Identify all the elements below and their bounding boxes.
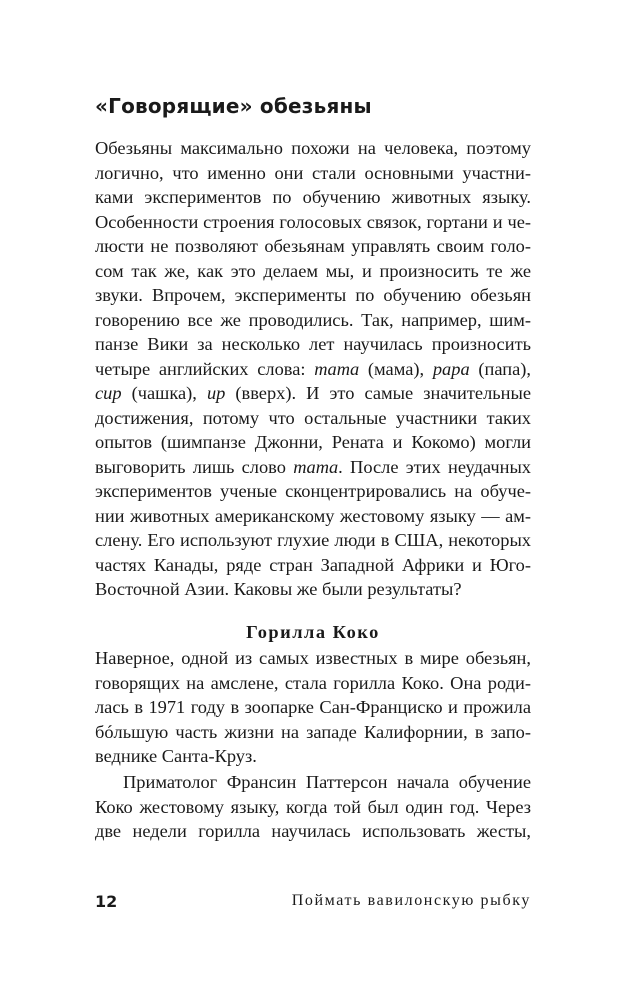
text-line: опытов (шимпанзе Джонни, Рената и Кокомо) могли xyxy=(95,432,531,452)
text-line: две недели горилла научилась использовать жесты, xyxy=(95,821,531,841)
text-line: частях Канады, ряде стран Западной Африки и Юго- xyxy=(95,554,531,575)
text-line: панзе Вики за несколько лет научилась произносить xyxy=(95,334,531,354)
text-line: Наверное, одной из самых известных в мире обезьян, xyxy=(95,648,531,668)
text-line: Коко жестовому языку, когда той был один год. Через xyxy=(95,796,531,817)
text-line: ками экспериментов по обучению животных языку. xyxy=(95,187,531,207)
text-line: экспериментов ученые сконцентрировались на обучe- xyxy=(95,481,531,501)
text-line: логично, что именно они стали основными участни- xyxy=(95,162,531,183)
text-line: говорящих на амслене, стала горилла Коко. Она роди- xyxy=(95,672,531,693)
text-line: Восточной Азии. Каковы же были результаты? xyxy=(95,579,462,599)
text-line: люсти не позволяют обезьянам управлять своим голо- xyxy=(95,236,531,256)
text-line: Обезьяны максимально похожи на человека, поэтому xyxy=(95,138,531,158)
text-line: достижения, потому что остальные участники таких xyxy=(95,407,531,428)
text-line: слену. Его используют глухие люди в США, некоторых xyxy=(95,530,531,550)
text-line: Особенности строения голосовых связок, гортани и че- xyxy=(95,211,531,232)
text-line: лась в 1971 году в зоопарке Сан-Франциско и прожила xyxy=(95,697,531,717)
running-footer-title: Поймать вавилонскую рыбку xyxy=(291,892,531,909)
text-line: бóльшую часть жизни на западе Калифорнии, в запо- xyxy=(95,721,531,742)
text-line: выговорить лишь слово mama. После этих неудачных xyxy=(95,456,531,477)
section-title: «Говорящие» обезьяны xyxy=(95,94,372,118)
paragraph-1 xyxy=(95,136,531,602)
text-line: cup (чашка), up (вверх). И это самые значительные xyxy=(95,383,531,403)
text-line: Приматолог Франсин Паттерсон начала обучение xyxy=(123,772,531,792)
text-line: нии животных американскому жестовому языку — ам- xyxy=(95,505,531,526)
text-line: звуки. Впрочем, эксперименты по обучению обезьян xyxy=(95,285,531,305)
page-number: 12 xyxy=(95,892,118,911)
subheading: Горилла Коко xyxy=(246,622,380,642)
text-line: веднике Санта-Круз. xyxy=(95,746,257,766)
paragraph-2 xyxy=(95,646,531,769)
text-line: четыре английских слова: mama (мама), papa (папа), xyxy=(95,358,531,379)
paragraph-3 xyxy=(95,770,531,844)
text-line: говорению все же проводились. Так, например, шим- xyxy=(95,309,531,330)
text-line: сом так же, как это делаем мы, и произносить те же xyxy=(95,260,531,281)
